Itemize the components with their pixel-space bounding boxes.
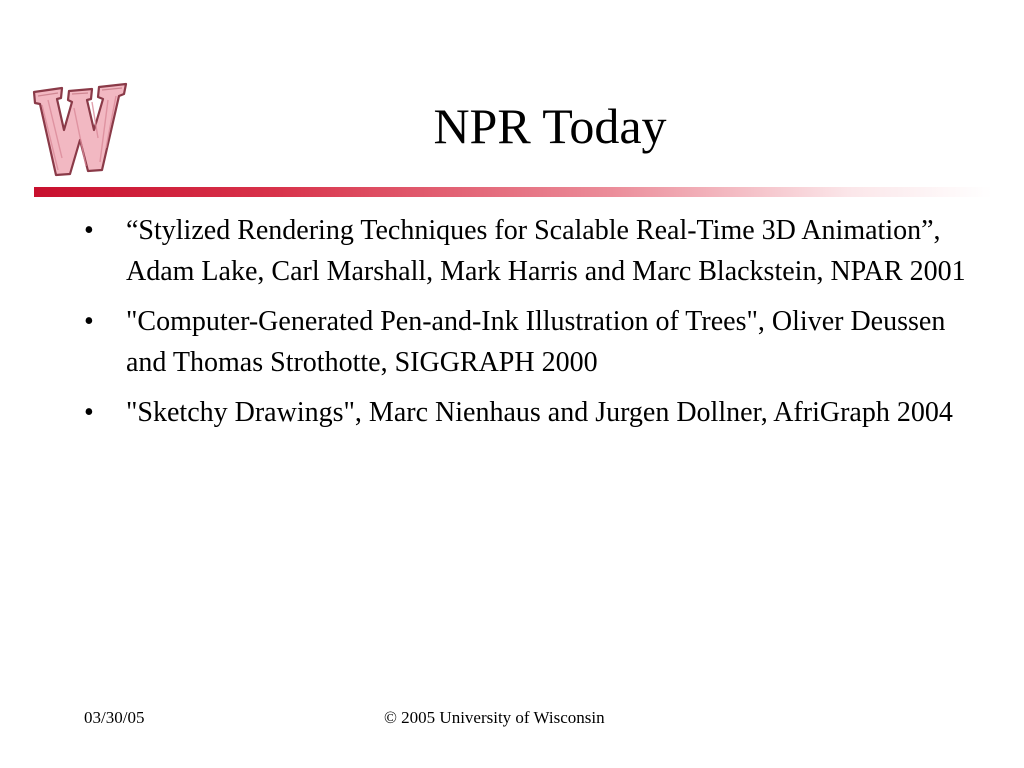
list-item [84,301,984,383]
bullet-text: "Sketchy Drawings", Marc Nienhaus and Jurgen Dollner, AfriGraph 2004 [126,397,953,428]
footer-date: 03/30/05 [84,708,145,727]
bullet-text: “Stylized Rendering Techniques for Scalable Real-Time 3D Animation”, Adam Lake, Carl Marshall, Mark Harris and Marc Blackstein, NPAR 2001 [126,215,966,287]
list-item [84,392,984,433]
bullet-icon: • [84,306,94,337]
wisconsin-w-logo-icon [28,78,132,178]
bullet-icon: • [84,215,94,246]
slide-title: NPR Today [433,98,667,154]
title-divider [34,187,992,197]
bullet-text: "Computer-Generated Pen-and-Ink Illustration of Trees", Oliver Deussen and Thomas Strothotte, SIGGRAPH 2000 [126,306,946,378]
footer-copyright: © 2005 University of Wisconsin [384,708,605,727]
bullet-list [84,210,984,442]
list-item [84,210,984,292]
bullet-icon: • [84,397,94,428]
